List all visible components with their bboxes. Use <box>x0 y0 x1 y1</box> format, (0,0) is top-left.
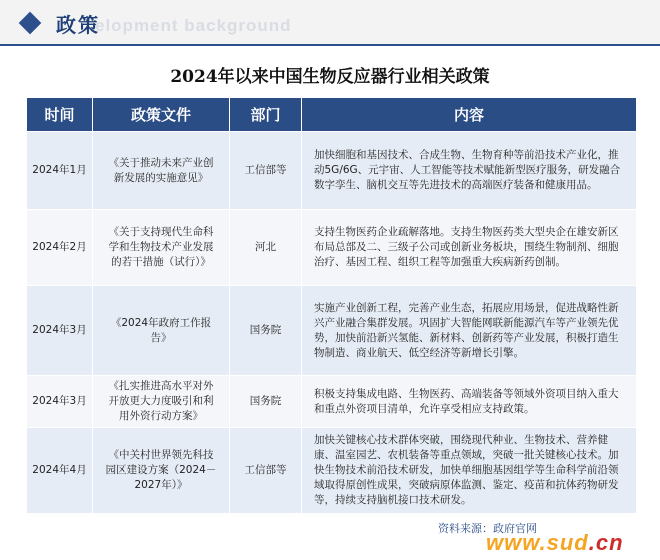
dept-cell: 工信部等 <box>230 428 302 514</box>
section-title: 政策 <box>56 13 100 37</box>
dept-cell: 工信部等 <box>230 132 302 210</box>
doc-cell: 《关于支持现代生命科学和生物技术产业发展的若干措施（试行）》 <box>93 210 230 286</box>
dept-cell: 国务院 <box>230 376 302 428</box>
content-cell: 支持生物医药企业疏解落地。支持生物医药类大型央企在雄安新区布局总部及二、三级子公司或创新业务板块，围绕生物制剂、细胞治疗、基因工程、组织工程等加强重大疾病新药创制。 <box>302 210 637 286</box>
table-row <box>27 132 637 210</box>
section-header <box>0 0 660 46</box>
table-title: 2024年以来中国生物反应器行业相关政策 <box>170 67 490 87</box>
time-cell: 2024年3月 <box>27 286 93 376</box>
content-cell: 加快细胞和基因技术、合成生物、生物育种等前沿技术产业化，推动5G/6G、元宇宙、人工智能等技术赋能新型医疗服务，研发融合数字孪生、脑机交互等先进技术的高端医疗装备和健康用品。 <box>302 132 637 210</box>
table-row <box>27 428 637 514</box>
time-cell: 2024年4月 <box>27 428 93 514</box>
diamond-icon <box>19 12 42 35</box>
content-cell: 实施产业创新工程，完善产业生态，拓展应用场景，促进战略性新兴产业融合集群发展。巩固扩大智能网联新能源汽车等产业领先优势，加快前沿新兴氢能、新材料、创新药等产业发展，积极打造生物制造、商业航天、低空经济等新增长引擎。 <box>302 286 637 376</box>
time-cell: 2024年1月 <box>27 132 93 210</box>
time-cell: 2024年3月 <box>27 376 93 428</box>
doc-cell: 《扎实推进高水平对外开放更大力度吸引和利用外资行动方案》 <box>93 376 230 428</box>
table-row <box>27 210 637 286</box>
time-cell: 2024年2月 <box>27 210 93 286</box>
brand-logo <box>486 530 624 556</box>
content-cell: 加快关键核心技术群体突破，围绕现代种业、生物技术、营养健康、温室园艺、农机装备等重点领域，突破一批关键核心技术。加快生物技术前沿技术研发，加快单细胞基因组学等生命科学前沿领域取得原创性成果，突破病原体监测、鉴定、疫苗和抗体药物研发等，持续支持脑机接口技术研发。 <box>302 428 637 514</box>
brand-domain: www.sud <box>486 530 589 555</box>
table-header-row <box>27 98 637 132</box>
column-header-content: 内容 <box>302 98 637 132</box>
brand-tld: .cn <box>588 530 624 555</box>
column-header-doc: 政策文件 <box>93 98 230 132</box>
doc-cell: 《2024年政府工作报告》 <box>93 286 230 376</box>
dept-cell: 国务院 <box>230 286 302 376</box>
table-row <box>27 286 637 376</box>
table-row <box>27 376 637 428</box>
dept-cell: 河北 <box>230 210 302 286</box>
column-header-dept: 部门 <box>230 98 302 132</box>
doc-cell: 《中关村世界领先科技园区建设方案（2024－2027年）》 <box>93 428 230 514</box>
policy-table <box>26 97 637 514</box>
column-header-time: 时间 <box>27 98 93 132</box>
content-cell: 积极支持集成电路、生物医药、高端装备等领域外资项目纳入重大和重点外资项目清单，允许享受相应支持政策。 <box>302 376 637 428</box>
header-watermark: elopment background <box>95 16 292 35</box>
source-note: 资料来源：政府官网 <box>438 522 537 535</box>
doc-cell: 《关于推动未来产业创新发展的实施意见》 <box>93 132 230 210</box>
